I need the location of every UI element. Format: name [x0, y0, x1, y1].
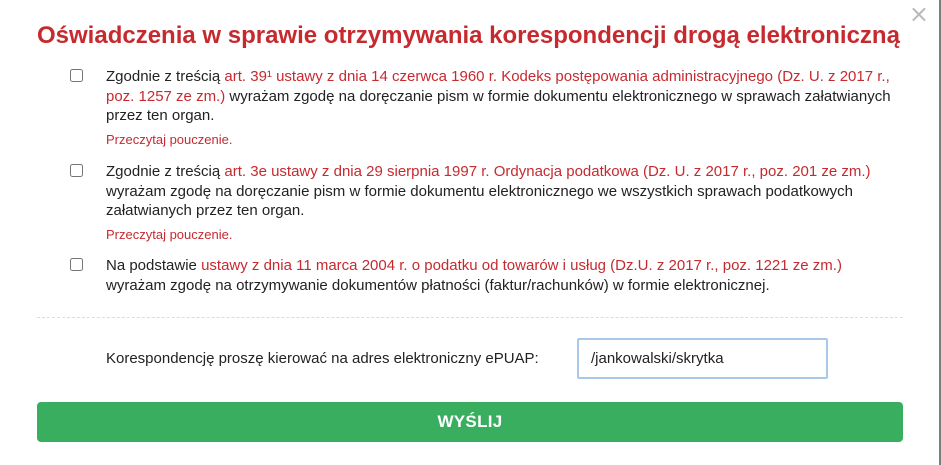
- dialog-title: Oświadczenia w sprawie otrzymywania korespondencji drogą elektroniczną: [37, 22, 900, 49]
- consent-text-kpa: [106, 67, 901, 149]
- section-divider: [37, 317, 903, 318]
- read-instruction-link[interactable]: Przeczytaj pouczenie.: [106, 131, 233, 147]
- legal-reference-link[interactable]: art. 39¹ ustawy z dnia 14 czerwca 1960 r. Kodeks postępowania administracyjnego (Dz. U. z 2017 r., poz. 1257 ze zm.): [106, 68, 890, 105]
- consent-text-tax: [106, 162, 901, 244]
- consent-checkbox-tax[interactable]: [70, 164, 83, 177]
- close-icon[interactable]: ×: [908, 0, 929, 28]
- consent-suffix: wyrażam zgodę na otrzymywanie dokumentów płatności (faktur/rachunków) w formie elektronicznej.: [106, 276, 770, 294]
- legal-reference-link[interactable]: ustawy z dnia 11 marca 2004 r. o podatku od towarów i usług (Dz.U. z 2017 r., poz. 1221 ze zm.): [201, 257, 842, 274]
- consent-checkbox-kpa[interactable]: [70, 69, 83, 82]
- epuap-address-input[interactable]: [577, 338, 828, 379]
- consent-prefix: Na podstawie: [106, 257, 202, 274]
- legal-reference-link[interactable]: art. 3e ustawy z dnia 29 sierpnia 1997 r. Ordynacja podatkowa (Dz. U. z 2017 r., poz. 201 ze zm.): [224, 163, 871, 180]
- consent-prefix: Zgodnie z treścią: [106, 68, 225, 85]
- consent-checkbox-vat[interactable]: [70, 258, 83, 271]
- consent-suffix: wyrażam zgodę na doręczanie pism w formie dokumentu elektronicznego we wszystkich sprawach podatkowych załatwianych przez ten organ.: [106, 182, 854, 219]
- epuap-label: Korespondencję proszę kierować na adres elektroniczny ePUAP:: [106, 350, 539, 367]
- consent-suffix: wyrażam zgodę na doręczanie pism w formie dokumentu elektronicznego w sprawach załatwianych przez ten organ.: [106, 87, 891, 124]
- consent-text-vat: [106, 256, 901, 295]
- read-instruction-link[interactable]: Przeczytaj pouczenie.: [106, 226, 233, 242]
- consent-prefix: Zgodnie z treścią: [106, 163, 225, 180]
- submit-button[interactable]: WYŚLIJ: [37, 402, 903, 442]
